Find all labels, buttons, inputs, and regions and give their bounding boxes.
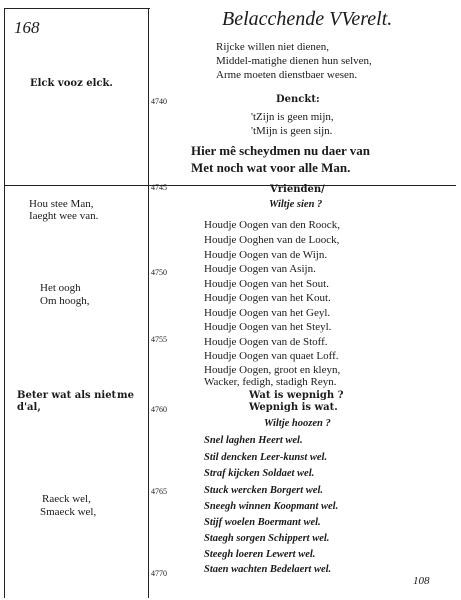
line-number: 4745 xyxy=(151,183,167,192)
verse-line: Stijf woelen Boermant wel. xyxy=(204,517,321,528)
section-subheading: Wiltje sien ? xyxy=(269,199,323,210)
section-heading: Wepnigh is wat. xyxy=(249,402,338,413)
verse-line: Stuck wercken Borgert wel. xyxy=(204,485,324,496)
verse-line: Staen wachten Bedelaert wel. xyxy=(204,564,332,575)
verse-line: Houdje Oogen van het Geyl. xyxy=(204,307,331,319)
margin-note: Het oogh xyxy=(40,282,81,294)
outer-rule-left xyxy=(4,8,5,598)
line-number: 4740 xyxy=(151,97,167,106)
verse-line-bold: Hier mê scheydmen nu daer van xyxy=(191,143,370,158)
margin-note: Smaeck wel, xyxy=(40,506,97,518)
section-rule xyxy=(4,185,456,186)
running-title: Belacchende VVerelt. xyxy=(222,8,393,30)
intro-line: Middel-matighe dienen hun selven, xyxy=(216,55,372,67)
page-number: 168 xyxy=(14,18,40,37)
margin-note: Raeck wel, xyxy=(42,493,91,505)
verse-line: Snel laghen Heert wel. xyxy=(204,435,303,446)
catchword: 108 xyxy=(413,575,430,587)
line-number: 4760 xyxy=(151,405,167,414)
verse-line: Wacker, fedigh, stadigh Reyn. xyxy=(204,376,337,388)
section-heading: Denckt: xyxy=(276,94,320,105)
margin-note: Elck vooz elck. xyxy=(30,78,113,89)
verse-line: Houdje Oogen van de Wijn. xyxy=(204,249,328,261)
verse-line: Houdje Oogen van het Kout. xyxy=(204,292,331,304)
margin-note: Om hoogh, xyxy=(40,295,90,307)
verse-line: Sneegh winnen Koopmant wel. xyxy=(204,501,339,512)
top-rule xyxy=(4,8,150,9)
margin-note: d'al, xyxy=(17,402,41,413)
verse-line: 'tMijn is geen sijn. xyxy=(251,125,333,137)
verse-line: Stil dencken Leer-kunst wel. xyxy=(204,452,328,463)
verse-line: Houdje Ooghen van de Loock, xyxy=(204,234,340,246)
verse-line: Steegh loeren Lewert wel. xyxy=(204,549,316,560)
verse-line: Houdje Oogen van den Roock, xyxy=(204,219,340,231)
verse-line: Houdje Oogen van quaet Loff. xyxy=(204,350,339,362)
margin-note: Beter wat als niet xyxy=(17,390,117,401)
section-heading: Wat is wepnigh ? xyxy=(249,390,344,401)
verse-line: Straf kijcken Soldaet wel. xyxy=(204,468,315,479)
verse-line: Houdje Oogen van de Stoff. xyxy=(204,336,328,348)
verse-line: Staegh sorgen Schippert wel. xyxy=(204,533,330,544)
verse-line: Houdje Oogen, groot en kleyn, xyxy=(204,364,341,376)
verse-line: Houdje Oogen van het Steyl. xyxy=(204,321,332,333)
intro-line: Arme moeten dienstbaer wesen. xyxy=(216,69,358,81)
verse-line-bold: Met noch wat voor alle Man. xyxy=(191,160,351,175)
line-number: 4755 xyxy=(151,335,167,344)
verse-line: Houdje Oogen van het Sout. xyxy=(204,278,329,290)
margin-note: Hou stee Man, xyxy=(29,198,94,210)
verse-line: Houdje Oogen van Asijn. xyxy=(204,263,316,275)
line-number: 4765 xyxy=(151,487,167,496)
section-subheading: Wiltje hoozen ? xyxy=(264,418,331,429)
intro-line: Rijcke willen niet dienen, xyxy=(216,41,330,53)
verse-line: 'tZijn is geen mijn, xyxy=(251,111,334,123)
line-number: 4770 xyxy=(151,569,167,578)
line-number: 4750 xyxy=(151,268,167,277)
margin-note: Iaeght wee van. xyxy=(29,210,99,222)
section-heading: Vrienden/ xyxy=(270,184,325,195)
column-rule xyxy=(148,8,149,598)
margin-note: me xyxy=(117,390,134,401)
